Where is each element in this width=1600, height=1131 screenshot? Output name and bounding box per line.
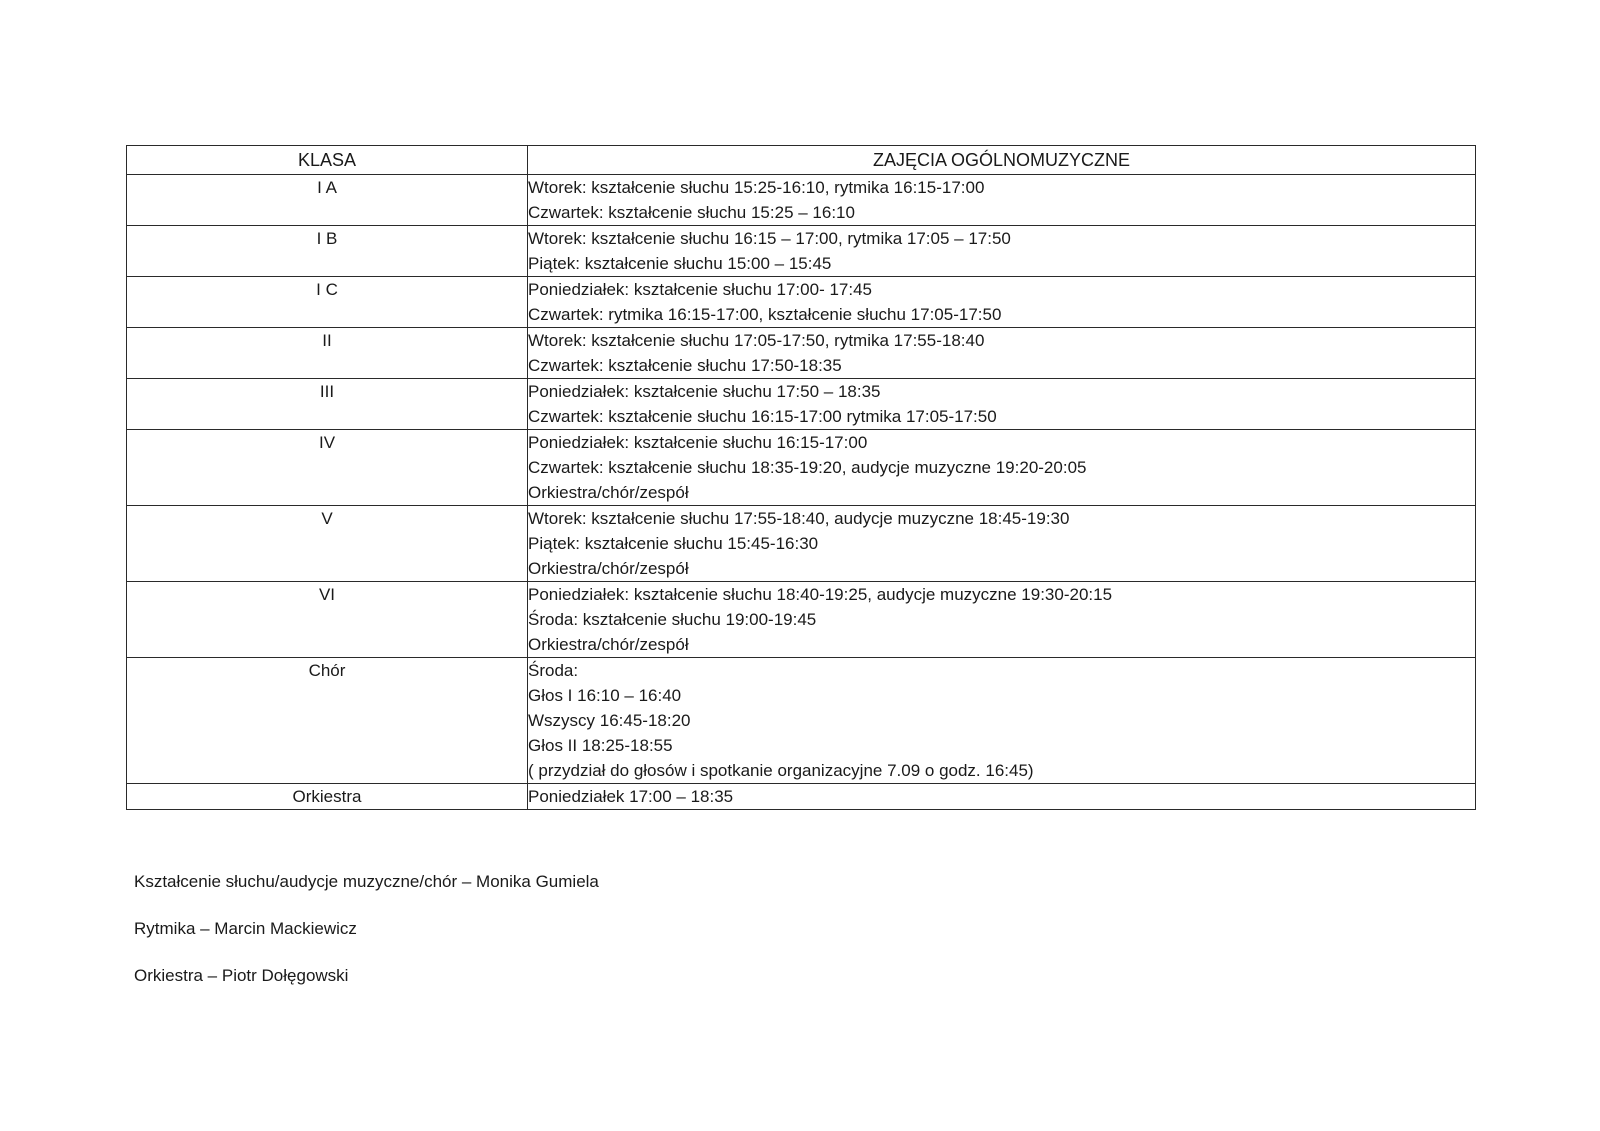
schedule-cell [528,328,1476,379]
footer-teacher-rhythmics: Rytmika – Marcin Mackiewicz [134,919,357,938]
schedule-cell [528,379,1476,430]
class-cell: V [127,506,528,582]
schedule-table [126,145,1476,810]
schedule-cell [528,658,1476,784]
schedule-line: Poniedziałek: kształcenie słuchu 17:00- 17:45 [528,280,872,299]
schedule-line: Poniedziałek: kształcenie słuchu 18:40-19:25, audycje muzyczne 19:30-20:15 [528,585,1113,604]
table-row [127,175,1476,226]
class-cell: IV [127,430,528,506]
schedule-cell [528,226,1476,277]
table-row [127,506,1476,582]
table-body [127,175,1476,810]
class-cell: I B [127,226,528,277]
table-header-row [127,146,1476,175]
schedule-line: Czwartek: kształcenie słuchu 18:35-19:20, audycje muzyczne 19:20-20:05 [528,458,1087,477]
header-zajecia: ZAJĘCIA OGÓLNOMUZYCZNE [528,146,1476,175]
class-cell: Chór [127,658,528,784]
table-row [127,784,1476,810]
schedule-line: Wszyscy 16:45-18:20 [528,711,691,730]
schedule-cell [528,277,1476,328]
schedule-cell [528,175,1476,226]
schedule-line: ( przydział do głosów i spotkanie organizacyjne 7.09 o godz. 16:45) [528,761,1034,780]
header-klasa: KLASA [127,146,528,175]
schedule-line: Wtorek: kształcenie słuchu 17:05-17:50, rytmika 17:55-18:40 [528,331,985,350]
schedule-line: Wtorek: kształcenie słuchu 16:15 – 17:00, rytmika 17:05 – 17:50 [528,229,1011,248]
schedule-line: Wtorek: kształcenie słuchu 17:55-18:40, audycje muzyczne 18:45-19:30 [528,509,1070,528]
schedule-cell [528,582,1476,658]
table-row [127,658,1476,784]
class-cell: III [127,379,528,430]
schedule-line: Poniedziałek: kształcenie słuchu 17:50 – 18:35 [528,382,881,401]
footer-teacher-orchestra: Orkiestra – Piotr Dołęgowski [134,966,349,985]
schedule-line: Czwartek: kształcenie słuchu 17:50-18:35 [528,356,842,375]
schedule-cell [528,784,1476,810]
schedule-line: Głos II 18:25-18:55 [528,736,673,755]
schedule-cell [528,506,1476,582]
schedule-cell [528,430,1476,506]
class-cell: VI [127,582,528,658]
class-cell: II [127,328,528,379]
footer-teacher-hearing: Kształcenie słuchu/audycje muzyczne/chór – Monika Gumiela [134,872,599,891]
schedule-line: Poniedziałek: kształcenie słuchu 16:15-17:00 [528,433,868,452]
schedule-line: Orkiestra/chór/zespół [528,559,689,578]
table-row [127,328,1476,379]
class-cell: I A [127,175,528,226]
table-row [127,430,1476,506]
schedule-line: Środa: [528,661,579,680]
schedule-line: Czwartek: rytmika 16:15-17:00, kształcenie słuchu 17:05-17:50 [528,305,1002,324]
schedule-line: Czwartek: kształcenie słuchu 16:15-17:00 rytmika 17:05-17:50 [528,407,997,426]
schedule-line: Wtorek: kształcenie słuchu 15:25-16:10, rytmika 16:15-17:00 [528,178,985,197]
schedule-line: Środa: kształcenie słuchu 19:00-19:45 [528,610,817,629]
schedule-line: Głos I 16:10 – 16:40 [528,686,682,705]
table-row [127,379,1476,430]
schedule-line: Poniedziałek 17:00 – 18:35 [528,787,734,806]
schedule-line: Czwartek: kształcenie słuchu 15:25 – 16:10 [528,203,855,222]
schedule-line: Orkiestra/chór/zespół [528,635,689,654]
table-row [127,226,1476,277]
schedule-line: Orkiestra/chór/zespół [528,483,689,502]
table-row [127,277,1476,328]
schedule-line: Piątek: kształcenie słuchu 15:45-16:30 [528,534,819,553]
table-row [127,582,1476,658]
class-cell: Orkiestra [127,784,528,810]
class-cell: I C [127,277,528,328]
schedule-line: Piątek: kształcenie słuchu 15:00 – 15:45 [528,254,832,273]
